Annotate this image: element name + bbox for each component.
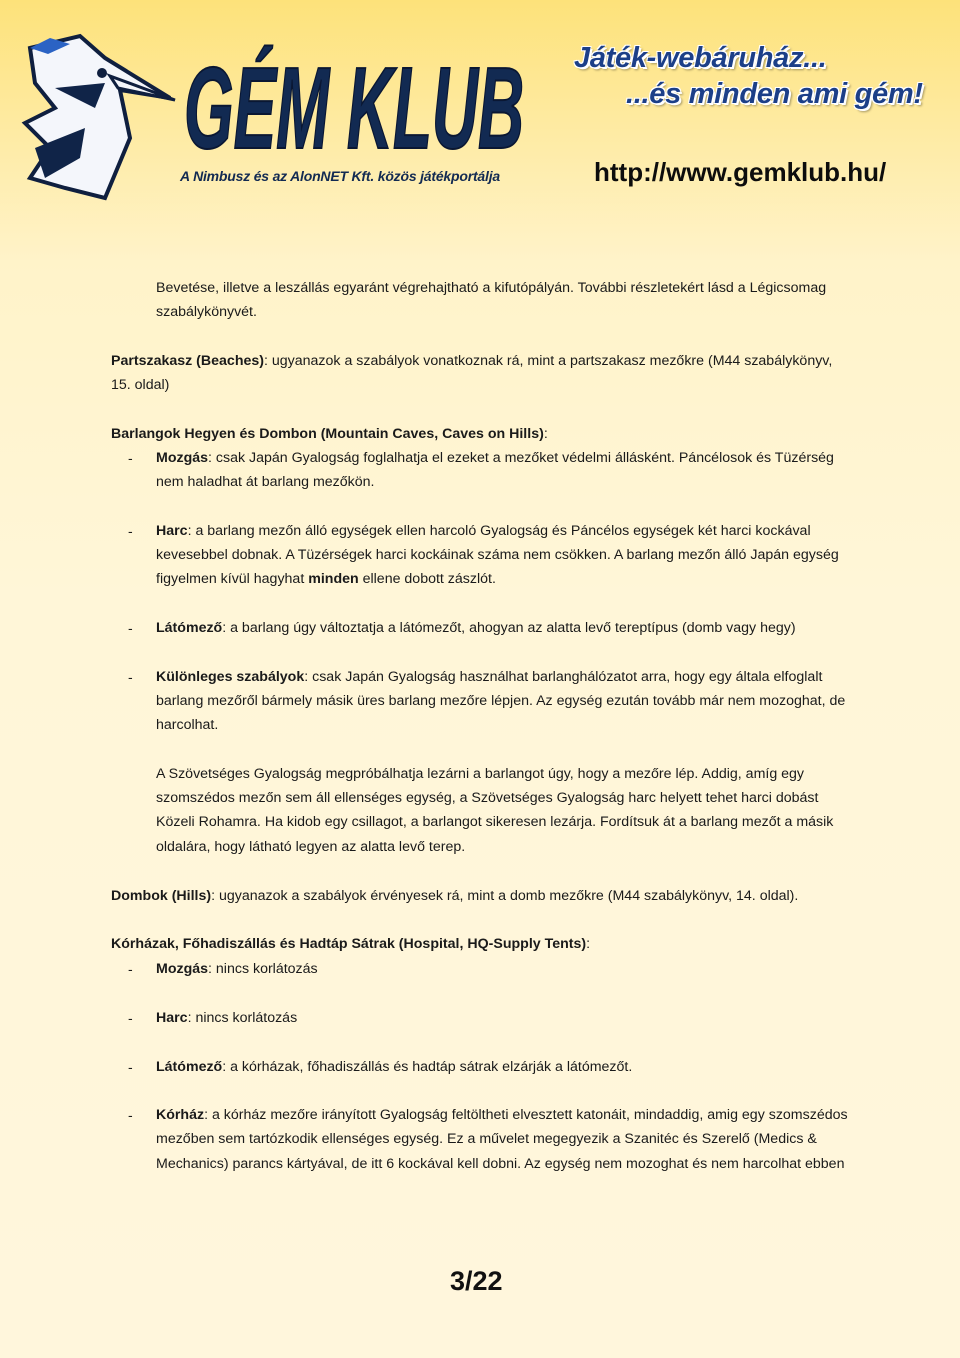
caves-special-item: Különleges szabályok: csak Japán Gyalogság használhat barlanghálózatot arra, hogy egy általa elfoglalt	[156, 669, 823, 685]
list-bullet: -	[128, 620, 133, 636]
hospital-los-item: Látómező: a kórházak, főhadiszállás és hadtáp sátrak elzárják a látómezőt.	[156, 1059, 633, 1075]
site-url-link[interactable]: http://www.gemklub.hu/	[594, 157, 887, 187]
paragraph-line: figyelmen kívül hagyhat minden ellene dobott zászlót.	[156, 571, 496, 587]
page-header	[0, 0, 960, 230]
list-bullet: -	[128, 1010, 133, 1026]
hospital-combat-item: Harc: nincs korlátozás	[156, 1010, 298, 1026]
heron-mascot-logo-icon	[10, 28, 185, 208]
list-bullet: -	[128, 1059, 133, 1075]
paragraph-line: A Szövetséges Gyalogság megpróbálhatja lezárni a barlangot úgy, hogy a mezőre lép. Addig, amíg egy	[156, 766, 805, 782]
logo-wordmark: GÉM KLUB	[184, 43, 524, 165]
list-bullet: -	[128, 669, 133, 685]
paragraph-line: nem haladhat át barlang mezőkön.	[156, 474, 375, 490]
gem-klub-logo	[180, 30, 530, 165]
list-bullet: -	[128, 1107, 133, 1123]
paragraph-line: harcolhat.	[156, 717, 219, 733]
list-bullet: -	[128, 450, 133, 466]
page-number: 3/22	[450, 1266, 503, 1296]
paragraph-line: oldalára, hogy látható legyen az alatta levő terep.	[156, 839, 466, 855]
caves-movement-item: Mozgás: csak Japán Gyalogság foglalhatja el ezeket a mezőket védelmi állásként. Páncélosok és Tüzérség	[156, 450, 834, 466]
slogan-line1: Játék-webáruház...	[574, 42, 827, 74]
paragraph-line: szabálykönyvét.	[156, 304, 257, 320]
list-bullet: -	[128, 961, 133, 977]
hospital-rule-item: Kórház: a kórház mezőre irányított Gyalogság feltöltheti elvesztett katonáit, mindaddig, amig egy szomszédos	[156, 1107, 848, 1123]
beaches-heading: Partszakasz (Beaches)	[111, 353, 264, 369]
paragraph-line: Mechanics) parancs kártyával, de itt 6 kockával kell dobni. Az egység nem mozoghat és nem harcolhat ebben	[156, 1156, 845, 1172]
hospital-heading: Kórházak, Főhadiszállás és Hadtáp Sátrak (Hospital, HQ-Supply Tents):	[111, 936, 591, 952]
caves-los-item: Látómező: a barlang úgy változtatja a látómezőt, ahogyan az alatta levő tereptípus (domb vagy hegy)	[156, 620, 796, 636]
paragraph-line: Bevetése, illetve a leszállás egyaránt végrehajtható a kifutópályán. További részletekért lásd a Légicsomag	[156, 280, 827, 296]
caves-heading: Barlangok Hegyen és Dombon (Mountain Caves, Caves on Hills):	[111, 426, 548, 442]
beaches-paragraph: Partszakasz (Beaches): ugyanazok a szabályok vonatkoznak rá, mint a partszakasz mezőkre (M44 szabálykönyv,	[111, 353, 833, 369]
list-bullet: -	[128, 523, 133, 539]
hospital-movement-item: Mozgás: nincs korlátozás	[156, 961, 318, 977]
paragraph-line: kevesebbel dobnak. A Tüzérségek harci kockáinak száma nem csökken. A barlang mezőn álló Japán egység	[156, 547, 839, 563]
paragraph-line: Közeli Rohamra. Ha kidob egy csillagot, a barlangot sikeresen lezárja. Fordítsuk át a barlang mezőt a másik	[156, 814, 834, 830]
caves-combat-item: Harc: a barlang mezőn álló egységek ellen harcoló Gyalogság és Páncélos egységek két harci kockával	[156, 523, 811, 539]
logo-tagline: A Nimbusz és az AlonNET Kft. közös játékportálja	[180, 168, 500, 184]
paragraph-line: szomszédos mezőn sem áll ellenséges egység, a Szövetséges Gyalogság harc helyett tehet harci dobást	[156, 790, 819, 806]
hills-paragraph: Dombok (Hills): ugyanazok a szabályok érvényesek rá, mint a domb mezőkre (M44 szabálykönyv, 14. oldal).	[111, 888, 799, 904]
paragraph-line: barlang mezőről bármely másik üres barlang mezőre lépjen. Az egység ezután tovább már nem mozoghat, de	[156, 693, 846, 709]
paragraph-line: 15. oldal)	[111, 377, 170, 393]
slogan-line2: ...és minden ami gém!	[626, 78, 923, 110]
paragraph-line: mezőben sem tartózkodik ellenséges egység. Ez a művelet megegyezik a Szanitéc és Szerelő (Medics &	[156, 1131, 817, 1147]
